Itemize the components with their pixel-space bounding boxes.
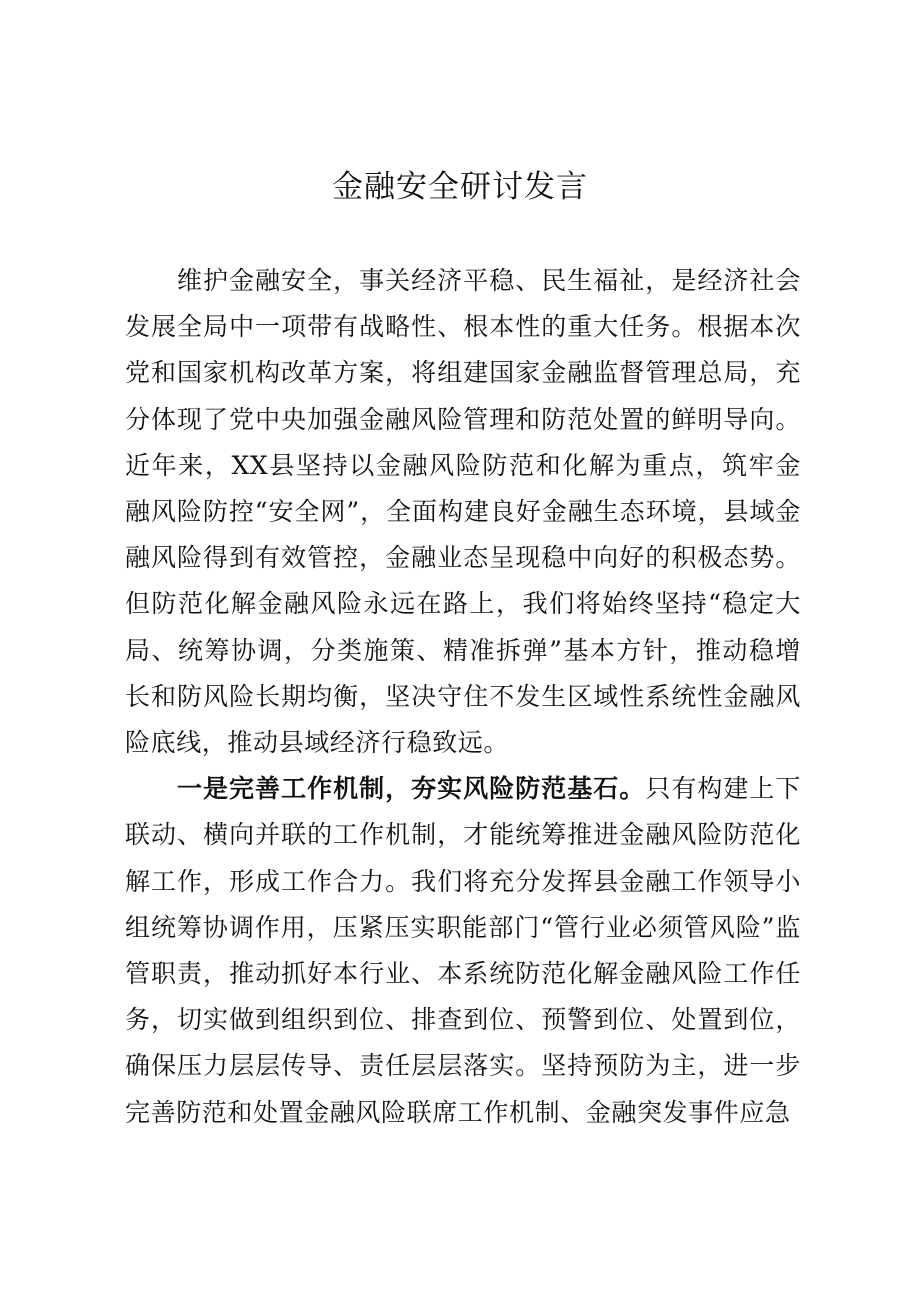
document-title: 金融安全研讨发言 — [332, 169, 588, 205]
document-body — [125, 258, 801, 1136]
paragraph-intro: 维护金融安全，事关经济平稳、民生福祉，是经济社会发展全局中一项带有战略性、根本性的重大任务。根据本次党和国家机构改革方案，将组建国家金融监督管理总局，充分体现了党中央加强金融风险管理和防范处置的鲜明导向。近年来，XX县坚持以金融风险防范和化解为重点，筑牢金融风险防控“安全网”，全面构建良好金融生态环境，县域金融风险得到有效管控，金融业态呈现稳中向好的积极态势。但防范化解金融风险永远在路上，我们将始终坚持“稳定大局、统筹协调，分类施策、精准拆弹”基本方针，推动稳增长和防风险长期均衡，坚决守住不发生区域性系统性金融风险底线，推动县域经济行稳致远。 — [125, 266, 801, 758]
paragraph-lead-heading: 一是完善工作机制，夯实风险防范基石。 — [177, 774, 646, 804]
paragraph-mechanism — [125, 766, 801, 1136]
paragraph-mechanism-text: 只有构建上下联动、横向并联的工作机制，才能统筹推进金融风险防范化解工作，形成工作合力。我们将充分发挥县金融工作领导小组统筹协调作用，压紧压实职能部门“管行业必须管风险”监管职责，推动抓好本行业、本系统防范化解金融风险工作任务，切实做到组织到位、排查到位、预警到位、处置到位，确保压力层层传导、责任层层落实。坚持预防为主，进一步完善防范和处置金融风险联席工作机制、金融突发事件应急 — [125, 774, 801, 1127]
